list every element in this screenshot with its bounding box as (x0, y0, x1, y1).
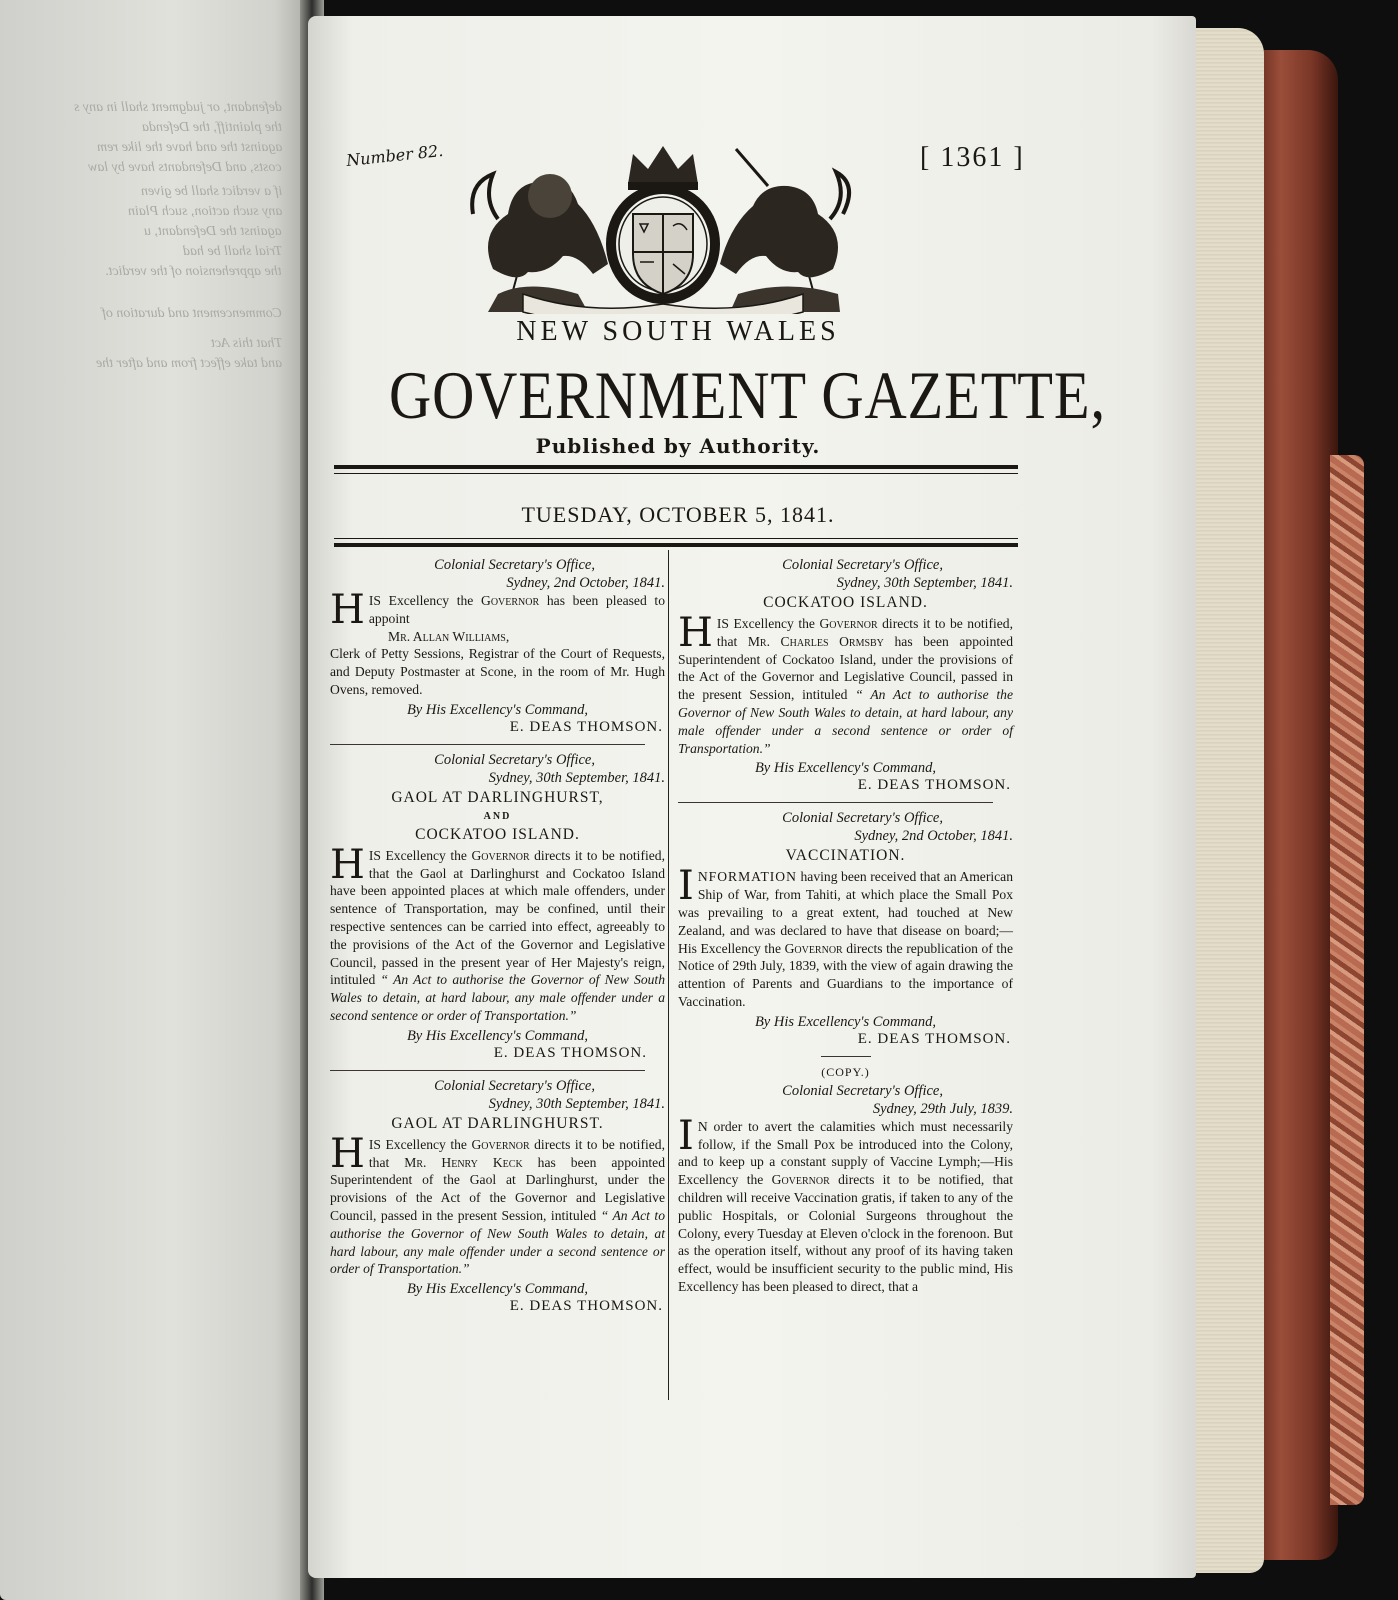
notice-signature: E. DEAS THOMSON. (509, 1298, 663, 1315)
notice-appointment-williams (330, 556, 665, 736)
left-column (330, 556, 665, 1321)
notice-signature: E. DEAS THOMSON. (857, 777, 1011, 794)
drop-cap: H (678, 610, 713, 656)
drop-cap: H (330, 1130, 365, 1177)
issue-number: Number 82. (345, 140, 445, 171)
masthead-rule-thick (334, 465, 1018, 469)
gazette-page (308, 16, 1196, 1578)
ghost-line: and take effect from and after the (95, 356, 282, 371)
notice-command: By His Excellency's Command, (406, 1027, 589, 1044)
notice-text: having been received that an American Ship of War, from Tahiti, at which place the Small Pox was prevailing to a great extent, had touched at New Zealand, and was declared to have that disease on board;—His Excellency the (678, 869, 1013, 956)
notice-text: directs it to be notified, that the Gaol at Darlinghurst and Cockatoo Island have been appointed places at which male offenders, under sentence of Transportation, may be confined, until their respective sentences can be carried into effect, agreeably to the provisions of the Act of the Governor and Legislative Council, passed in the present year of Her Majesty's reign, intituled (330, 847, 665, 988)
governor-word: Governor (784, 940, 843, 956)
notice-place-date: Sydney, 30th September, 1841. (836, 575, 1013, 591)
notice-text: directs the republication of the Notice of 29th July, 1839, with the view of again drawing the attention of Parents and Guardians to the importance of Vaccination. (678, 940, 1013, 1009)
notice-text: has been appointed Superintendent of Cockatoo Island, under the provisions of the Act of the Governor and Legislative Council, passed in the present Session, intituled (678, 633, 1013, 703)
notice-heading: GAOL AT DARLINGHURST. (391, 1114, 604, 1132)
appointee-name: Mr. Charles Ormsby (747, 633, 884, 649)
notice-heading: VACCINATION. (785, 847, 906, 865)
notice-separator (821, 1056, 871, 1057)
notice-signature: E. DEAS THOMSON. (493, 1044, 647, 1061)
notice-body (678, 863, 1013, 1010)
notice-text: has been appointed Superintendent of the Gaol at Darlinghurst, under the provisions of the Act of the Governor and Legislative Council, passed in the present Session, intituled (330, 1154, 666, 1223)
notice-lead: IS Excellency the (368, 593, 474, 608)
notice-place-date: Sydney, 2nd October, 1841. (854, 828, 1013, 845)
notice-gaol-darlinghurst (330, 1077, 665, 1315)
ghost-line: any such action, such Plain (127, 204, 282, 219)
notice-gaol-darlinghurst-cockatoo (330, 751, 665, 1062)
notice-body (330, 1130, 666, 1278)
notice-text: order to avert the calamities which must necessarily follow, if the Small Pox be introduced into the Colony, and to keep up a constant supply of Vaccine Lymph;—His Excellency the (678, 1118, 1013, 1188)
notice-place-date: Sydney, 2nd October, 1841. (506, 575, 665, 591)
published-by-authority: Published by Authority. (535, 434, 821, 458)
notice-office: Colonial Secretary's Office, (782, 810, 943, 827)
notice-office: Colonial Secretary's Office, (782, 557, 943, 573)
masthead-title: GOVERNMENT GAZETTE, (389, 357, 1106, 433)
notice-command: By His Excellency's Command, (406, 701, 589, 718)
appointee-name: Mr. Henry Keck (404, 1154, 523, 1170)
notice-body (678, 1112, 1013, 1296)
notice-vaccination-copy (678, 1065, 1013, 1296)
ghost-line: against the Defendant, u (144, 224, 282, 239)
notice-office: Colonial Secretary's Office, (782, 1082, 943, 1099)
notice-heading: COCKATOO ISLAND. (763, 594, 928, 611)
notice-signature: E. DEAS THOMSON. (509, 718, 663, 735)
notice-lead: IS Excellency the (716, 616, 815, 631)
governor-word: Governor (771, 1172, 830, 1188)
notice-lead: NFORMATION (697, 869, 797, 885)
masthead-region: NEW SOUTH WALES (516, 316, 840, 347)
ghost-line: costs, and Defendants have by law (88, 160, 282, 175)
notice-text: directs it to be notified, that (716, 616, 1013, 649)
governor-word: Governor (819, 616, 878, 631)
drop-cap: H (330, 587, 365, 633)
notice-separator (330, 1070, 645, 1071)
ghost-line: Commencement and duration of (101, 306, 282, 321)
notice-lead: IS Excellency the (368, 847, 467, 863)
column-divider (668, 550, 669, 1400)
notice-office: Colonial Secretary's Office, (434, 557, 595, 573)
notice-body (678, 610, 1014, 757)
notice-office: Colonial Secretary's Office, (434, 1077, 595, 1094)
ghost-line: against the and have the like rem (96, 140, 282, 155)
left-page (0, 0, 312, 1600)
ghost-line: the apprehension of the verdict. (105, 264, 282, 279)
notice-separator (678, 802, 993, 803)
drop-cap: H (330, 841, 365, 888)
act-title: “ An Act to authorise the Governor of New South Wales to detain, at hard labour, any male offender under a second sentence or order of Transportation.” (330, 1207, 666, 1277)
act-title: “ An Act to authorise the Governor of New South Wales to detain, at hard labour, any male offender under a second sentence or order of Transportation.” (330, 972, 665, 1023)
notice-and: AND (483, 810, 512, 822)
drop-cap: I (678, 1112, 694, 1159)
notice-vaccination (678, 809, 1013, 1047)
page-number: [ 1361 ] (920, 142, 1025, 173)
notice-command: By His Excellency's Command, (754, 760, 937, 777)
notice-command: By His Excellency's Command, (754, 1013, 937, 1030)
notice-command: By His Excellency's Command, (406, 1281, 589, 1298)
notice-heading: GAOL AT DARLINGHURST, (391, 788, 604, 806)
act-title: “ An Act to authorise the Governor of New South Wales to detain, at hard labour, any male offender under a second sentence or order of Transportation.” (678, 687, 1014, 756)
governor-word: Governor (471, 847, 530, 863)
notice-body (330, 841, 665, 1025)
ghost-line: Trial shall be had (182, 244, 282, 259)
notice-place-date: Sydney, 30th September, 1841. (488, 769, 665, 786)
governor-word: Governor (481, 593, 540, 608)
notice-body (330, 587, 666, 633)
notice-text: Clerk of Petty Sessions, Registrar of the Court of Requests, and Deputy Postmaster at Scone, in the room of Mr. Hugh Ovens, removed. (330, 646, 665, 697)
notice-text: directs it to be notified, that children will receive Vaccination gratis, if taken to any of the public Hospitals, or Colonial Surgeons throughout the Colony, every Tuesday at Eleven o'clock in the forenoon. But as the operation itself, without any proof of its having taken effect, would be insufficient security to the public mind, His Excellency has been pleased to direct, that a (678, 1172, 1013, 1294)
date-rule-thick (334, 543, 1018, 547)
marbled-edge (1330, 455, 1364, 1505)
notice-text: has been pleased to appoint (368, 593, 666, 626)
notice-lead: IS Excellency the (368, 1136, 467, 1152)
royal-coat-of-arms (468, 144, 858, 314)
notice-office: Colonial Secretary's Office, (434, 751, 595, 768)
ghost-line: That this Act (210, 336, 282, 351)
ghost-line: the plaintiff, the Defenda (142, 120, 282, 135)
notice-heading: COCKATOO ISLAND. (415, 825, 580, 843)
governor-word: Governor (471, 1136, 530, 1152)
notice-lead: N (697, 1118, 708, 1134)
date-rule-thin (334, 538, 1018, 539)
notice-text: directs it to be notified, that (368, 1136, 665, 1170)
notice-signature: E. DEAS THOMSON. (857, 1030, 1011, 1047)
appointee-name: Mr. Allan Williams, (388, 628, 510, 644)
issue-date: TUESDAY, OCTOBER 5, 1841. (521, 502, 835, 527)
masthead-rule-thin (334, 473, 1018, 474)
drop-cap: I (678, 863, 694, 910)
ghost-line: defendant, or judgment shall in any s (73, 100, 282, 115)
notice-separator (330, 744, 645, 745)
notice-cockatoo-island (678, 556, 1013, 794)
notice-place-date: Sydney, 30th September, 1841. (488, 1095, 665, 1112)
copy-label: (COPY.) (821, 1064, 870, 1079)
ghost-line: if a verdict shall be given (140, 184, 282, 199)
notice-place-date: Sydney, 29th July, 1839. (872, 1100, 1013, 1117)
right-column (678, 556, 1013, 1302)
